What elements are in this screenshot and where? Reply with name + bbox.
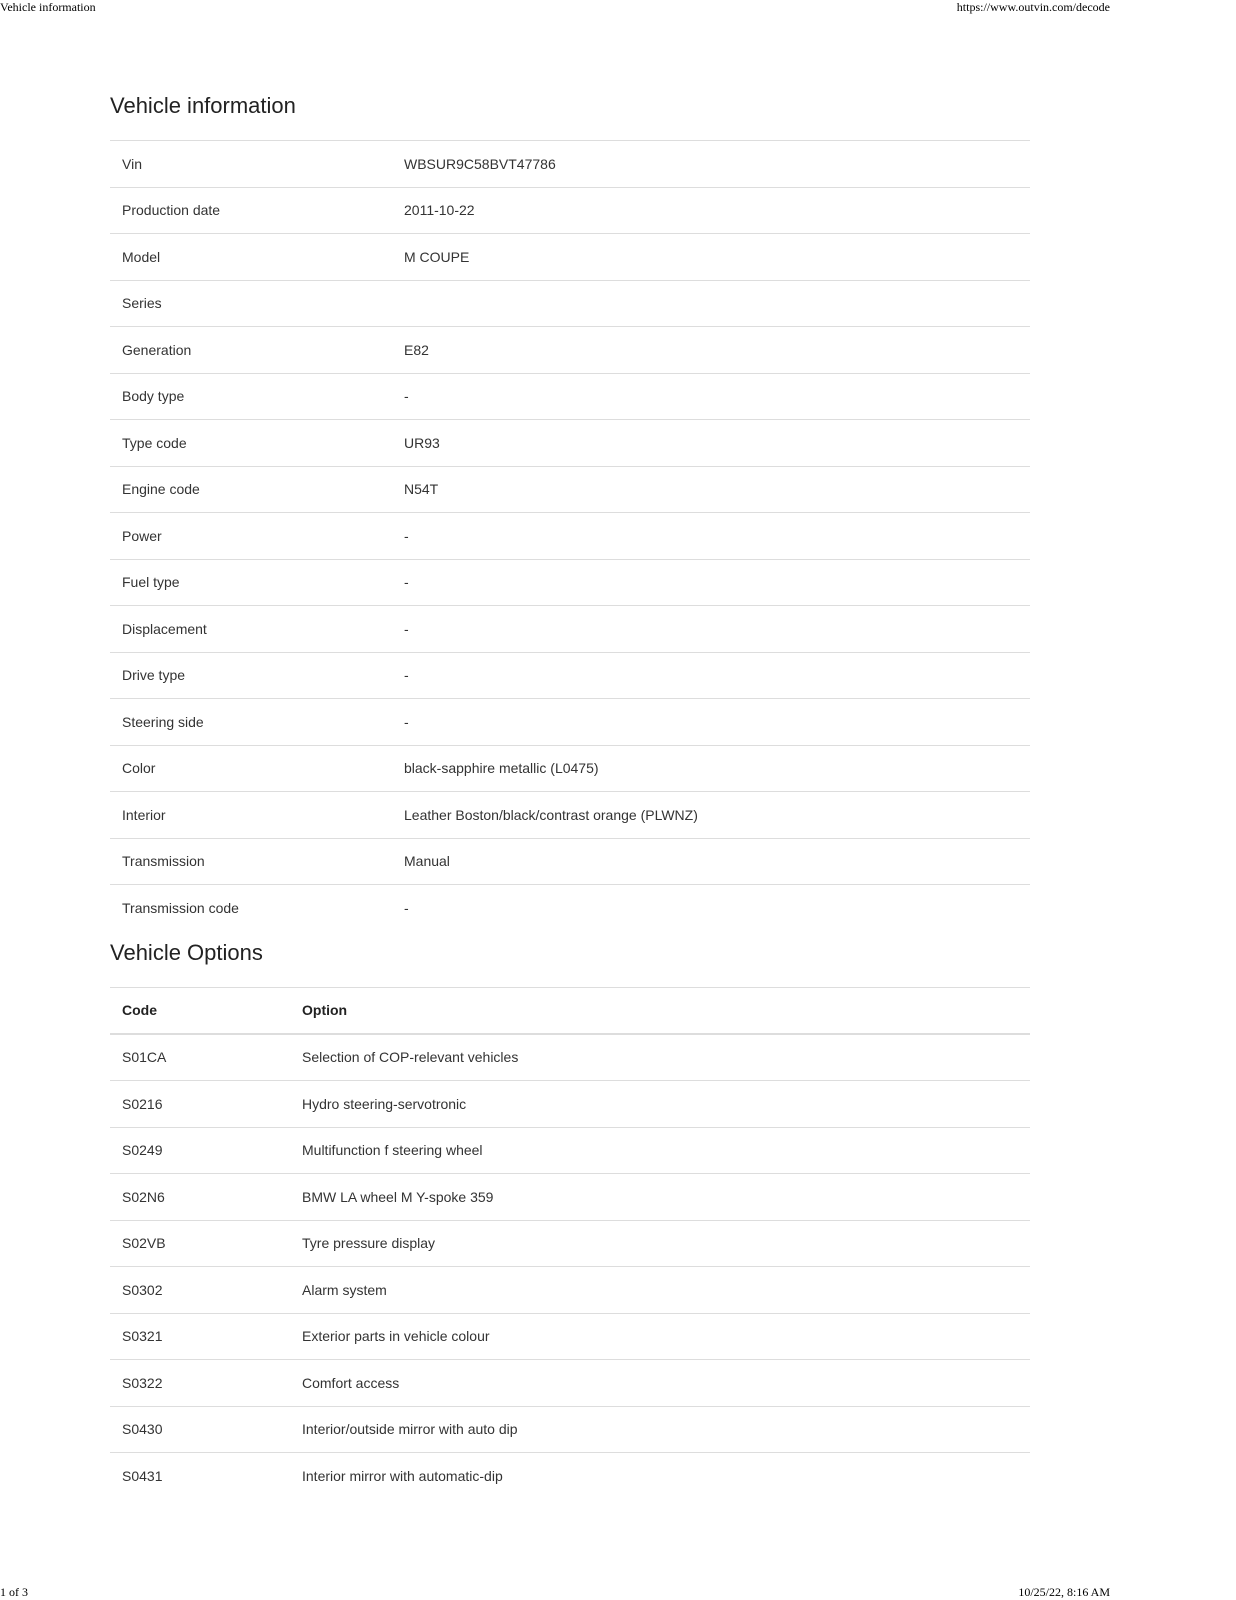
table-row bbox=[110, 1221, 1030, 1268]
info-label: Transmission bbox=[122, 853, 205, 870]
table-row bbox=[110, 281, 1030, 328]
options-table-header bbox=[110, 988, 1030, 1035]
table-row bbox=[110, 467, 1030, 514]
option-name: Comfort access bbox=[302, 1374, 400, 1391]
info-label: Series bbox=[122, 295, 162, 312]
table-row bbox=[110, 746, 1030, 793]
info-value: N54T bbox=[404, 481, 439, 498]
info-value: M COUPE bbox=[404, 248, 470, 265]
info-value: - bbox=[404, 620, 409, 637]
option-code: S0431 bbox=[122, 1467, 163, 1484]
vehicle-options-table bbox=[110, 987, 1030, 1499]
options-table-body bbox=[110, 1035, 1030, 1499]
info-label: Fuel type bbox=[122, 574, 180, 591]
option-name: Interior mirror with automatic-dip bbox=[302, 1467, 503, 1484]
vehicle-info-table bbox=[110, 140, 1030, 931]
table-row bbox=[110, 141, 1030, 188]
info-label: Type code bbox=[122, 434, 187, 451]
table-row bbox=[110, 188, 1030, 235]
table-row bbox=[110, 1081, 1030, 1128]
info-label: Interior bbox=[122, 806, 166, 823]
info-value: black-sapphire metallic (L0475) bbox=[404, 760, 599, 777]
table-row bbox=[110, 792, 1030, 839]
print-header bbox=[0, 0, 1110, 15]
option-code: S0249 bbox=[122, 1142, 163, 1159]
column-header-code: Code bbox=[122, 1002, 157, 1018]
print-footer bbox=[0, 1585, 1110, 1600]
table-row bbox=[110, 1035, 1030, 1082]
table-row bbox=[110, 1360, 1030, 1407]
info-label: Drive type bbox=[122, 667, 186, 684]
info-label: Production date bbox=[122, 202, 221, 219]
option-code: S0302 bbox=[122, 1281, 163, 1298]
table-row bbox=[110, 327, 1030, 374]
table-row bbox=[110, 839, 1030, 886]
option-name: Exterior parts in vehicle colour bbox=[302, 1328, 490, 1345]
table-row bbox=[110, 1453, 1030, 1499]
table-row bbox=[110, 1407, 1030, 1454]
info-label: Transmission code bbox=[122, 899, 239, 916]
option-code: S0321 bbox=[122, 1328, 163, 1345]
info-value: - bbox=[404, 574, 409, 591]
print-header-url: https://www.outvin.com/decode bbox=[956, 0, 1110, 14]
option-code: S0322 bbox=[122, 1374, 163, 1391]
info-value: - bbox=[404, 713, 409, 730]
info-value: - bbox=[404, 667, 409, 684]
option-name: Multifunction f steering wheel bbox=[302, 1142, 483, 1159]
info-value: - bbox=[404, 388, 409, 405]
option-code: S02VB bbox=[122, 1235, 166, 1252]
page-number: 1 of 3 bbox=[0, 1585, 28, 1599]
info-value: E82 bbox=[404, 341, 429, 358]
option-code: S02N6 bbox=[122, 1188, 165, 1205]
table-row bbox=[110, 653, 1030, 700]
table-row bbox=[110, 420, 1030, 467]
option-code: S0216 bbox=[122, 1095, 163, 1112]
vehicle-options-heading: Vehicle Options bbox=[110, 939, 263, 965]
table-row bbox=[110, 560, 1030, 607]
info-label: Model bbox=[122, 248, 161, 265]
table-row bbox=[110, 1174, 1030, 1221]
info-value: - bbox=[404, 527, 409, 544]
info-value: - bbox=[404, 899, 409, 916]
option-name: Tyre pressure display bbox=[302, 1235, 436, 1252]
print-datetime: 10/25/22, 8:16 AM bbox=[1018, 1585, 1110, 1599]
table-row bbox=[110, 374, 1030, 421]
info-label: Displacement bbox=[122, 620, 207, 637]
info-label: Engine code bbox=[122, 481, 200, 498]
info-label: Power bbox=[122, 527, 162, 544]
table-row bbox=[110, 606, 1030, 653]
table-row bbox=[110, 234, 1030, 281]
option-name: Selection of COP-relevant vehicles bbox=[302, 1049, 519, 1066]
table-row bbox=[110, 1314, 1030, 1361]
info-label: Vin bbox=[122, 155, 142, 172]
table-row bbox=[110, 513, 1030, 560]
info-value: 2011-10-22 bbox=[404, 202, 475, 219]
info-value: Manual bbox=[404, 853, 450, 870]
option-name: Interior/outside mirror with auto dip bbox=[302, 1421, 518, 1438]
option-name: Hydro steering-servotronic bbox=[302, 1095, 467, 1112]
option-name: Alarm system bbox=[302, 1281, 387, 1298]
option-code: S01CA bbox=[122, 1049, 167, 1066]
info-value: Leather Boston/black/contrast orange (PLWNZ) bbox=[404, 806, 698, 823]
option-name: BMW LA wheel M Y-spoke 359 bbox=[302, 1188, 494, 1205]
info-label: Generation bbox=[122, 341, 192, 358]
table-row bbox=[110, 885, 1030, 931]
info-value: UR93 bbox=[404, 434, 440, 451]
option-code: S0430 bbox=[122, 1421, 163, 1438]
info-label: Body type bbox=[122, 388, 185, 405]
vehicle-info-heading: Vehicle information bbox=[110, 93, 296, 118]
info-label: Color bbox=[122, 760, 156, 777]
table-row bbox=[110, 1267, 1030, 1314]
table-row bbox=[110, 1128, 1030, 1175]
print-header-title: Vehicle information bbox=[0, 0, 96, 14]
table-row bbox=[110, 699, 1030, 746]
info-label: Steering side bbox=[122, 713, 204, 730]
page-content bbox=[110, 88, 1030, 1499]
info-value: WBSUR9C58BVT47786 bbox=[404, 155, 556, 172]
column-header-option: Option bbox=[302, 1002, 348, 1018]
